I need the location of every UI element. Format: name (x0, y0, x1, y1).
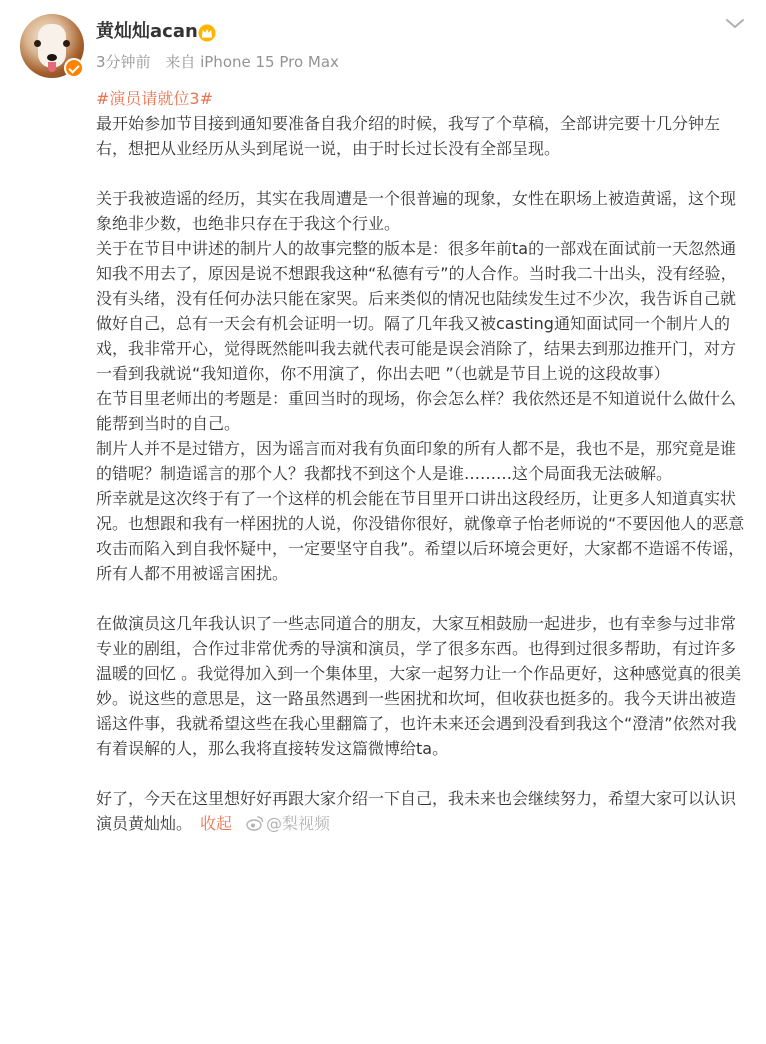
paragraph-gap (96, 761, 750, 786)
paragraph-4: 在节目里老师出的考题是：重回当时的现场，你会怎么样？我依然还是不知道说什么做什么能帮到当时的自己。 (96, 389, 737, 433)
paragraph-3: 关于在节目中讲述的制片人的故事完整的版本是：很多年前ta的一部戏在面试前一天忽然通知我不用去了，原因是说不想跟我这种“私德有亏”的人合作。当时我二十出头，没有经验，没有头绪，没有任何办法只能在家哭。后来类似的情况也陆续发生过不少次，我告诉自己就做好自己，总有一天会有机会证明一切。隔了几年我又被casting通知面试同一个制片人的戏，我非常开心，觉得既然能叫我去就代表可能是误会消除了，结果去到那边推开门，对方一看到我就说“我知道你，你不用演了，你出去吧 ”（也就是节目上说的这段故事） (96, 239, 737, 383)
post-header (0, 0, 766, 86)
paragraph-5: 制片人并不是过错方，因为谣言而对我有负面印象的所有人都不是，我也不是，那究竟是谁的错呢？制造谣言的那个人？我都找不到这个人是谁………这个局面我无法破解。 (96, 439, 737, 483)
avatar-eye-right (63, 40, 70, 47)
paragraph-gap (96, 586, 750, 611)
post-time[interactable]: 3分钟前 (96, 53, 151, 71)
paragraph-2: 关于我被造谣的经历，其实在我周遭是一个很普遍的现象，女性在职场上被造黄谣，这个现象绝非少数，也绝非只存在于我这个行业。 (96, 189, 737, 233)
post-source: 来自 iPhone 15 Pro Max (165, 53, 339, 71)
avatar-tongue (48, 62, 56, 72)
chevron-down-icon[interactable] (724, 12, 746, 34)
paragraph-6: 所幸就是这次终于有了一个这样的机会能在节目里开口讲出这段经历，让更多人知道真实状况。也想跟和我有一样困扰的人说，你没错你很好，就像章子怡老师说的“不要因他人的恶意攻击而陷入到自我怀疑中，一定要坚守自我”。希望以后环境会更好，大家都不造谣不传谣，所有人都不用被谣言困扰。 (96, 489, 745, 583)
avatar-nose (47, 54, 57, 61)
hashtag-link[interactable]: #演员请就位3# (96, 89, 213, 108)
paragraph-1: 最开始参加节目接到通知要准备自我介绍的时候，我写了个草稿，全部讲完要十几分钟左右，想把从业经历从头到尾说一说，由于时长过长没有全部呈现。 (96, 114, 721, 158)
verified-badge-icon (64, 58, 84, 78)
post-meta (96, 52, 339, 72)
username[interactable]: 黄灿灿acan (96, 21, 198, 42)
paragraph-7: 在做演员这几年我认识了一些志同道合的朋友，大家互相鼓励一起进步，也有幸参与过非常专业的剧组，合作过非常优秀的导演和演员，学了很多东西。也得到过很多帮助，有过许多温暖的回忆 。我觉得加入到一个集体里，大家一起努力让一个作品更好，这种感觉真的很美妙。说这些的意思是，这一路虽然遇到一些困扰和坎坷，但收获也挺多的。我今天讲出被造谣这件事，我就希望这些在我心里翻篇了，也许未来还会遇到没看到我这个“澄清”依然对我有着误解的人，那么我将直接转发这篇微博给ta。 (96, 614, 742, 758)
post-content (96, 86, 750, 836)
paragraph-8-text: 好了，今天在这里想好好再跟大家介绍一下自己，我未来也会继续努力，希望大家可以认识演员黄灿灿。 (96, 789, 737, 833)
watermark (246, 814, 330, 833)
crown-icon (198, 24, 216, 42)
watermark-text: @梨视频 (266, 814, 331, 833)
collapse-link[interactable]: 收起 (200, 814, 233, 833)
paragraph-8 (96, 786, 750, 836)
avatar-eye-left (34, 40, 41, 47)
paragraph-gap (96, 161, 750, 186)
weibo-logo-icon (246, 815, 264, 831)
